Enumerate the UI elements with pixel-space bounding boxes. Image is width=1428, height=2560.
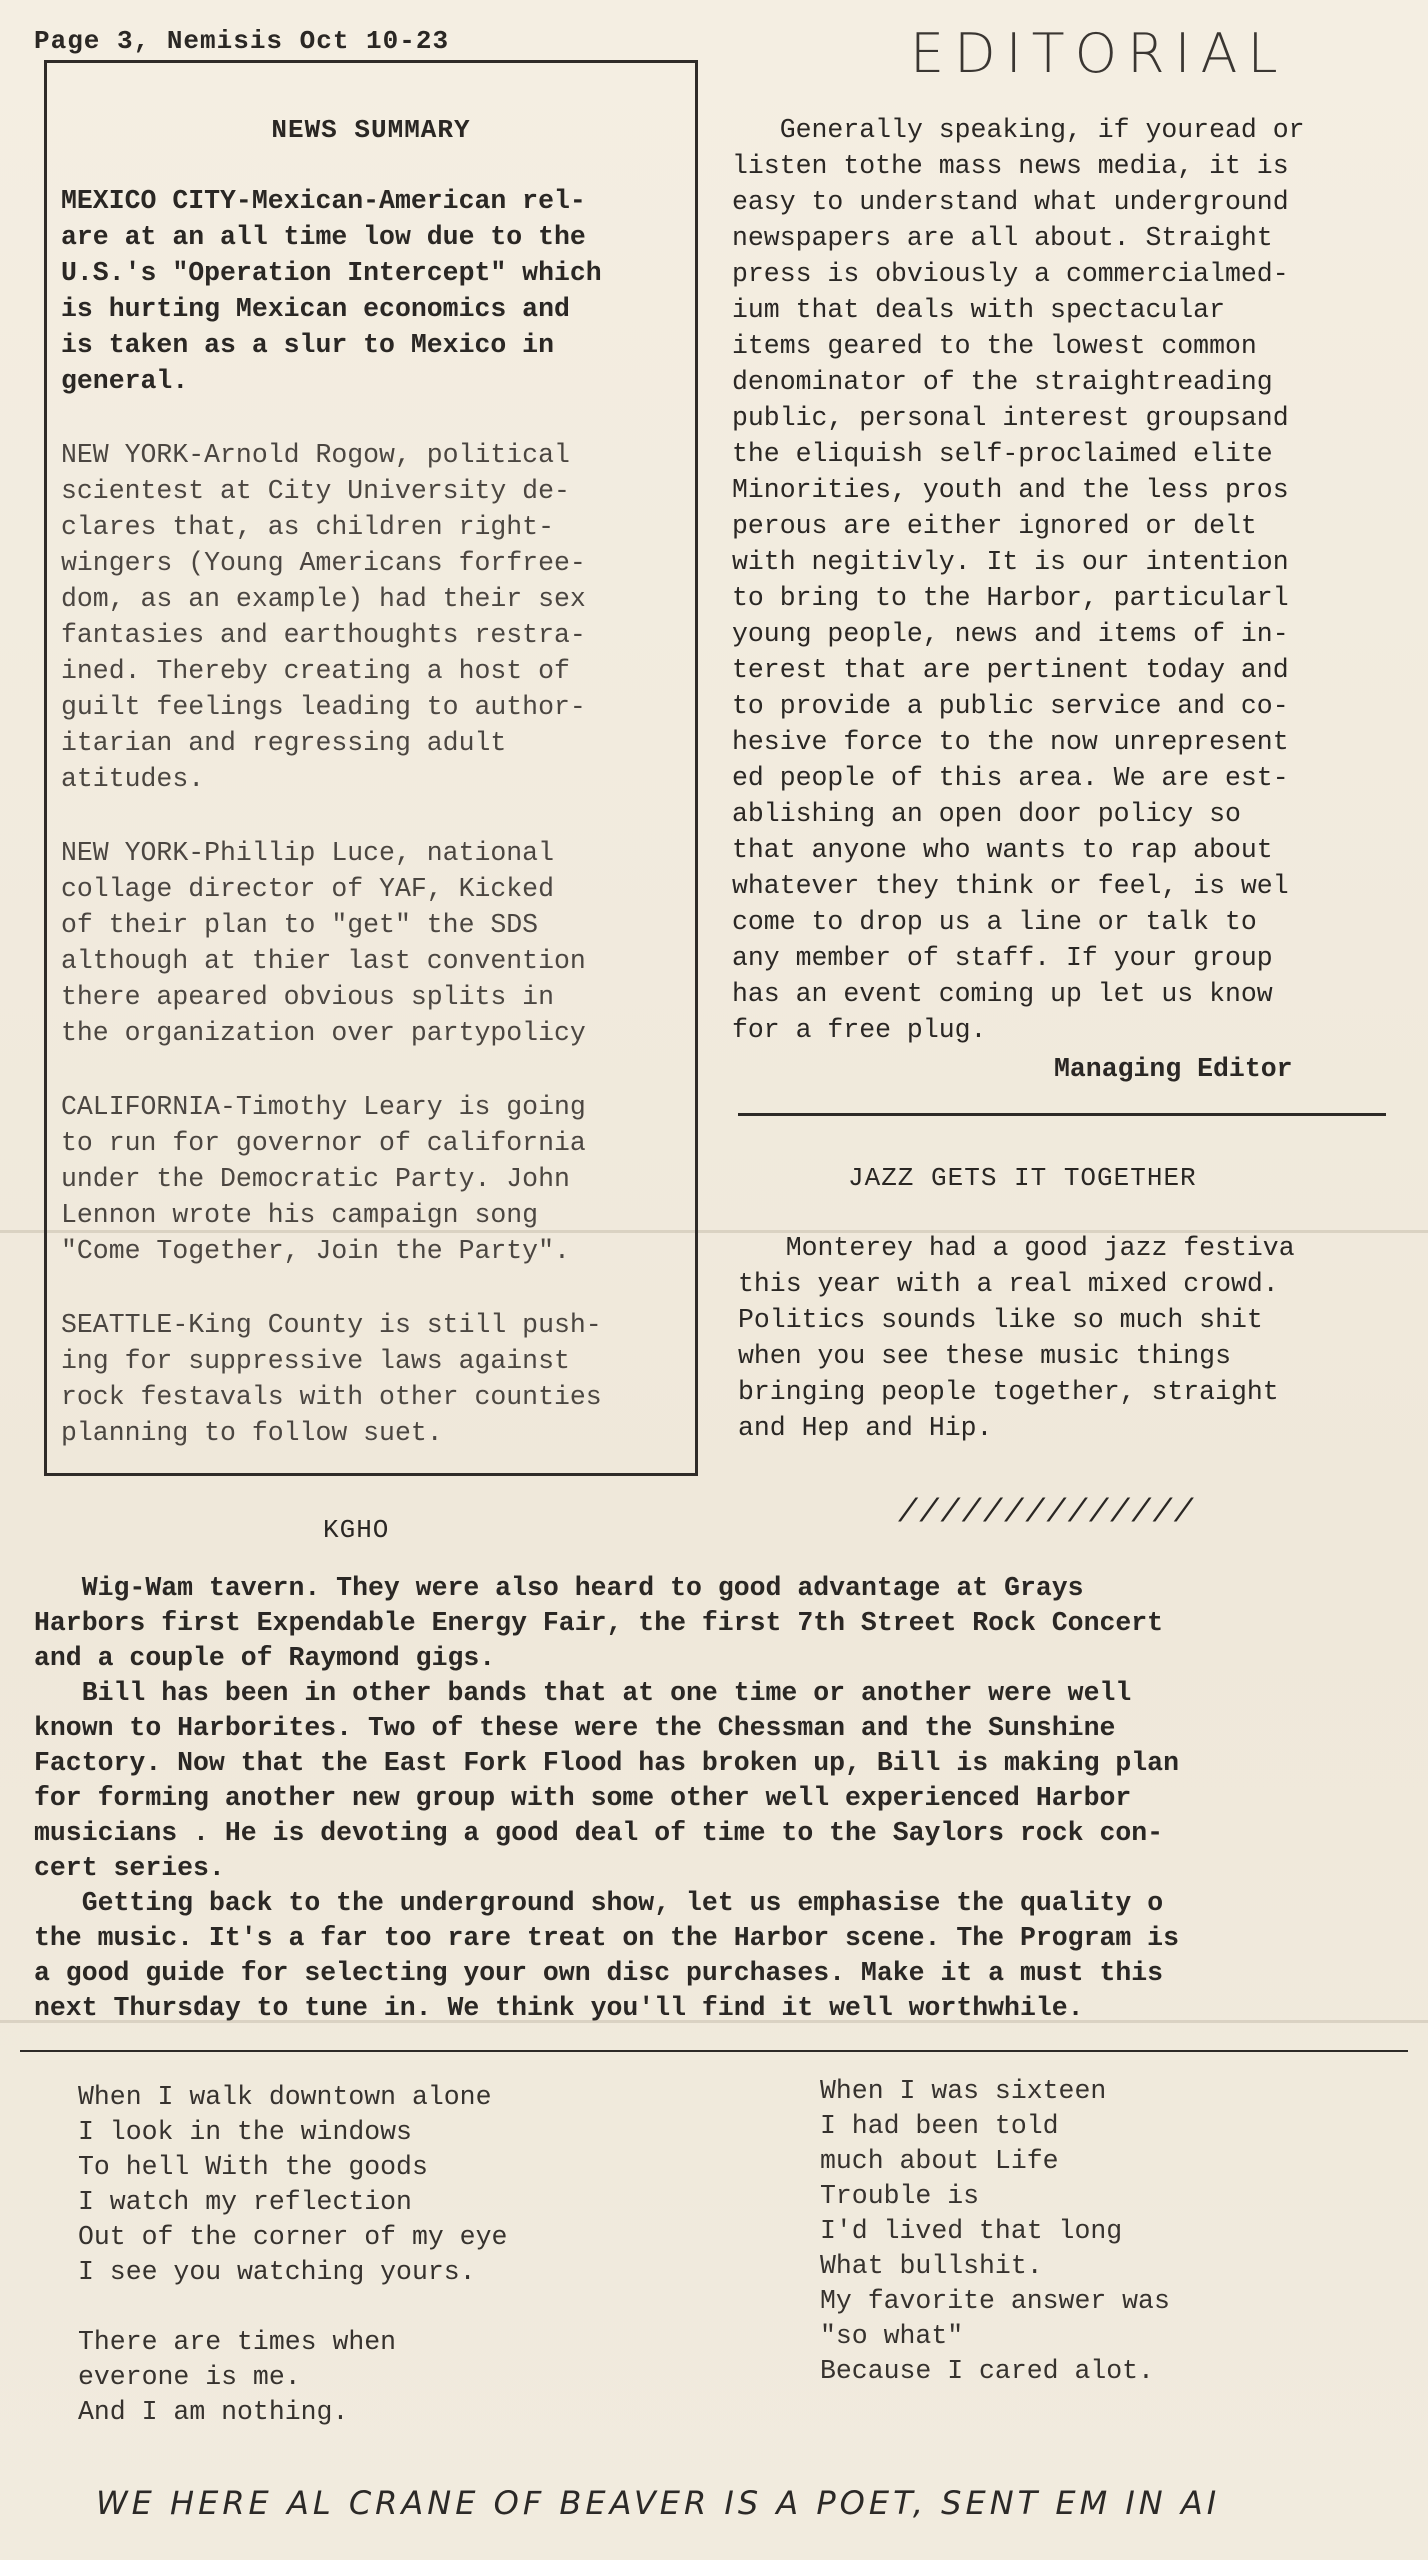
kgho-article <box>34 1571 1414 2026</box>
divider <box>20 2050 1408 2052</box>
divider <box>738 1113 1386 1116</box>
editorial-signature: Managing Editor <box>1054 1054 1293 1084</box>
news-item-mexico: MEXICO CITY-Mexican-American rel- are at an all time low due to the U.S.'s "Operation Intercept" which is hurting Mexican economics and is taken as a slur to Mexico in general. <box>61 186 602 396</box>
news-item-luce: NEW YORK-Phillip Luce, national collage director of YAF, Kicked of their plan to "get" the SDS although at thier last convention there apeared obvious splits in the organization over partypolicy <box>61 838 586 1048</box>
kgho-body: Wig-Wam tavern. They were also heard to good advantage at Grays Harbors first Expendable Energy Fair, the first 7th Street Rock Concert and a couple of Raymond gigs. Bill has been in other bands that at one time or another were well known to Harborites. Two of these were the Chessman and the Sunshine Factory. Now that the East Fork Flood has broken up, Bill is making plan for forming another new group with some other well experienced Harbor musicians . He is devoting a good deal of time to the Saylors rock con- cert series. Getting back to the underground show, let us emphasise the quality o the music. It's a far too rare treat on the Harbor scene. The Program is a good guide for selecting your own disc purchases. Make it a must this next Thursday to tune in. We think you'll find it well worthwhile. <box>34 1573 1179 2023</box>
news-item-rogow: NEW YORK-Arnold Rogow, political scientest at City University de- clares that, as children right- wingers (Young Americans forfree- dom, as an example) had their sex fantasies and earthoughts restra- ined. Thereby creating a host of guilt feelings leading to author- itarian and regressing adult atitudes. <box>61 440 586 794</box>
poem-right-text: When I was sixteen I had been told much about Life Trouble is I'd lived that long What bullshit. My favorite answer was "so what" Because I cared alot. <box>820 2076 1170 2386</box>
news-summary-box <box>44 60 698 1476</box>
news-summary-title: NEWS SUMMARY <box>271 115 471 145</box>
section-separator: ////////////// <box>898 1494 1195 1531</box>
kgho-title: KGHO <box>323 1515 390 1545</box>
editorial-column <box>732 112 1402 1048</box>
news-item-seattle: SEATTLE-King County is still push- ing for suppressive laws against rock festavals with other counties planning to follow suet. <box>61 1310 602 1448</box>
poem-left-text: When I walk downtown alone I look in the windows To hell With the goods I watch my reflection Out of the corner of my eye I see you watching yours. There are times when everone is me. And I am nothing. <box>78 2082 508 2427</box>
jazz-body: Monterey had a good jazz festiva this year with a real mixed crowd. Politics sounds like so much shit when you see these music things bringing people together, straight and Hep and Hip. <box>738 1233 1295 1443</box>
jazz-article <box>738 1230 1408 1446</box>
editorial-body: Generally speaking, if youread or listen tothe mass news media, it is easy to understand what underground newspapers are all about. Straight press is obviously a commercialmed- ium that deals with spectacular items geared to the lowest common denominator of the straightreading public, personal interest groupsand the eliquish self-proclaimed elite Minorities, youth and the less pros perous are either ignored or delt with negitivly. It is our intention to bring to the Harbor, particularl young people, news and items of in- terest that are pertinent today and to provide a public service and co- hesive force to the now unrepresent ed people of this area. We are est- ablishing an open door policy so that anyone who wants to rap about whatever they think or feel, is wel come to drop us a line or talk to any member of staff. If your group has an event coming up let us know for a free plug. <box>732 115 1305 1045</box>
editorial-title: EDITORIAL <box>910 22 1288 85</box>
poem-left <box>78 2080 638 2430</box>
poem-right <box>820 2074 1380 2389</box>
jazz-title: JAZZ GETS IT TOGETHER <box>848 1163 1197 1193</box>
page-info: Page 3, Nemisis Oct 10-23 <box>34 26 450 56</box>
handwritten-note: WE HERE AL CRANE OF BEAVER IS A POET, SENT EM IN AI <box>96 2484 1221 2522</box>
news-item-leary: CALIFORNIA-Timothy Leary is going to run for governor of california under the Democratic Party. John Lennon wrote his campaign song "Come Together, Join the Party". <box>61 1092 586 1266</box>
